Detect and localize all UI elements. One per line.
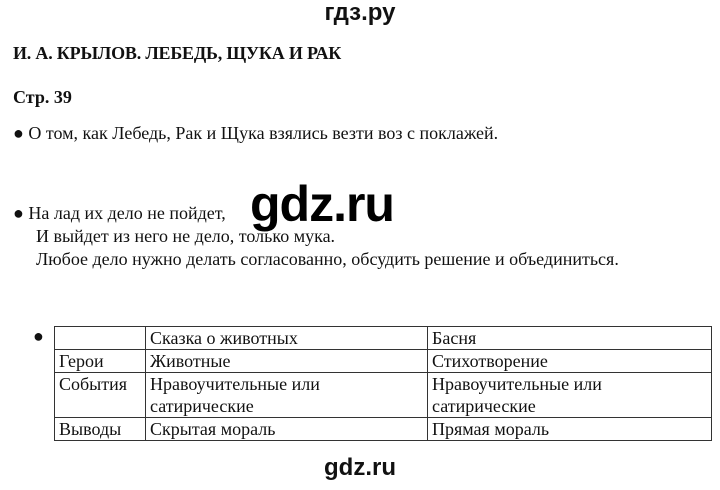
table-cell: Прямая мораль: [428, 418, 712, 441]
table-row: [55, 373, 712, 418]
watermark-bottom: gdz.ru: [324, 454, 396, 481]
bullet-icon: ●: [33, 326, 44, 346]
table-cell: Животные: [146, 350, 428, 373]
table-header-cell: Басня: [428, 327, 712, 350]
page-title: И. А. КРЫЛОВ. ЛЕБЕДЬ, ЩУКА И РАК: [13, 43, 342, 63]
answer-2-text-1: На лад их дело не пойдет,: [28, 203, 226, 223]
table-cell: Нравоучительные или сатирические: [146, 373, 428, 418]
answer-2-line-3: Любое дело нужно делать согласованно, обсудить решение и объединиться.: [36, 249, 619, 269]
table-cell: События: [55, 373, 146, 418]
answer-1: [13, 122, 498, 145]
bullet-icon: ●: [13, 123, 24, 143]
table-header-row: [55, 327, 712, 350]
answer-1-text: О том, как Лебедь, Рак и Щука взялись везти воз с поклажей.: [28, 123, 499, 143]
comparison-table: [54, 326, 712, 441]
table-row: [55, 350, 712, 373]
watermark-top: гдз.ру: [324, 0, 396, 26]
bullet-icon: ●: [13, 203, 24, 223]
table-header-cell: Сказка о животных: [146, 327, 428, 350]
table-cell: Стихотворение: [428, 350, 712, 373]
table-cell: Герои: [55, 350, 146, 373]
answer-2-line-2: И выйдет из него не дело, только мука.: [36, 226, 336, 246]
watermark-middle: gdz.ru: [250, 176, 394, 232]
page-number: Стр. 39: [13, 87, 72, 107]
table-header-cell: [55, 327, 146, 350]
table-cell: Выводы: [55, 418, 146, 441]
table-cell: Скрытая мораль: [146, 418, 428, 441]
table-cell: Нравоучительные или сатирические: [428, 373, 712, 418]
answer-2-line-1: [13, 202, 226, 225]
table-row: [55, 418, 712, 441]
